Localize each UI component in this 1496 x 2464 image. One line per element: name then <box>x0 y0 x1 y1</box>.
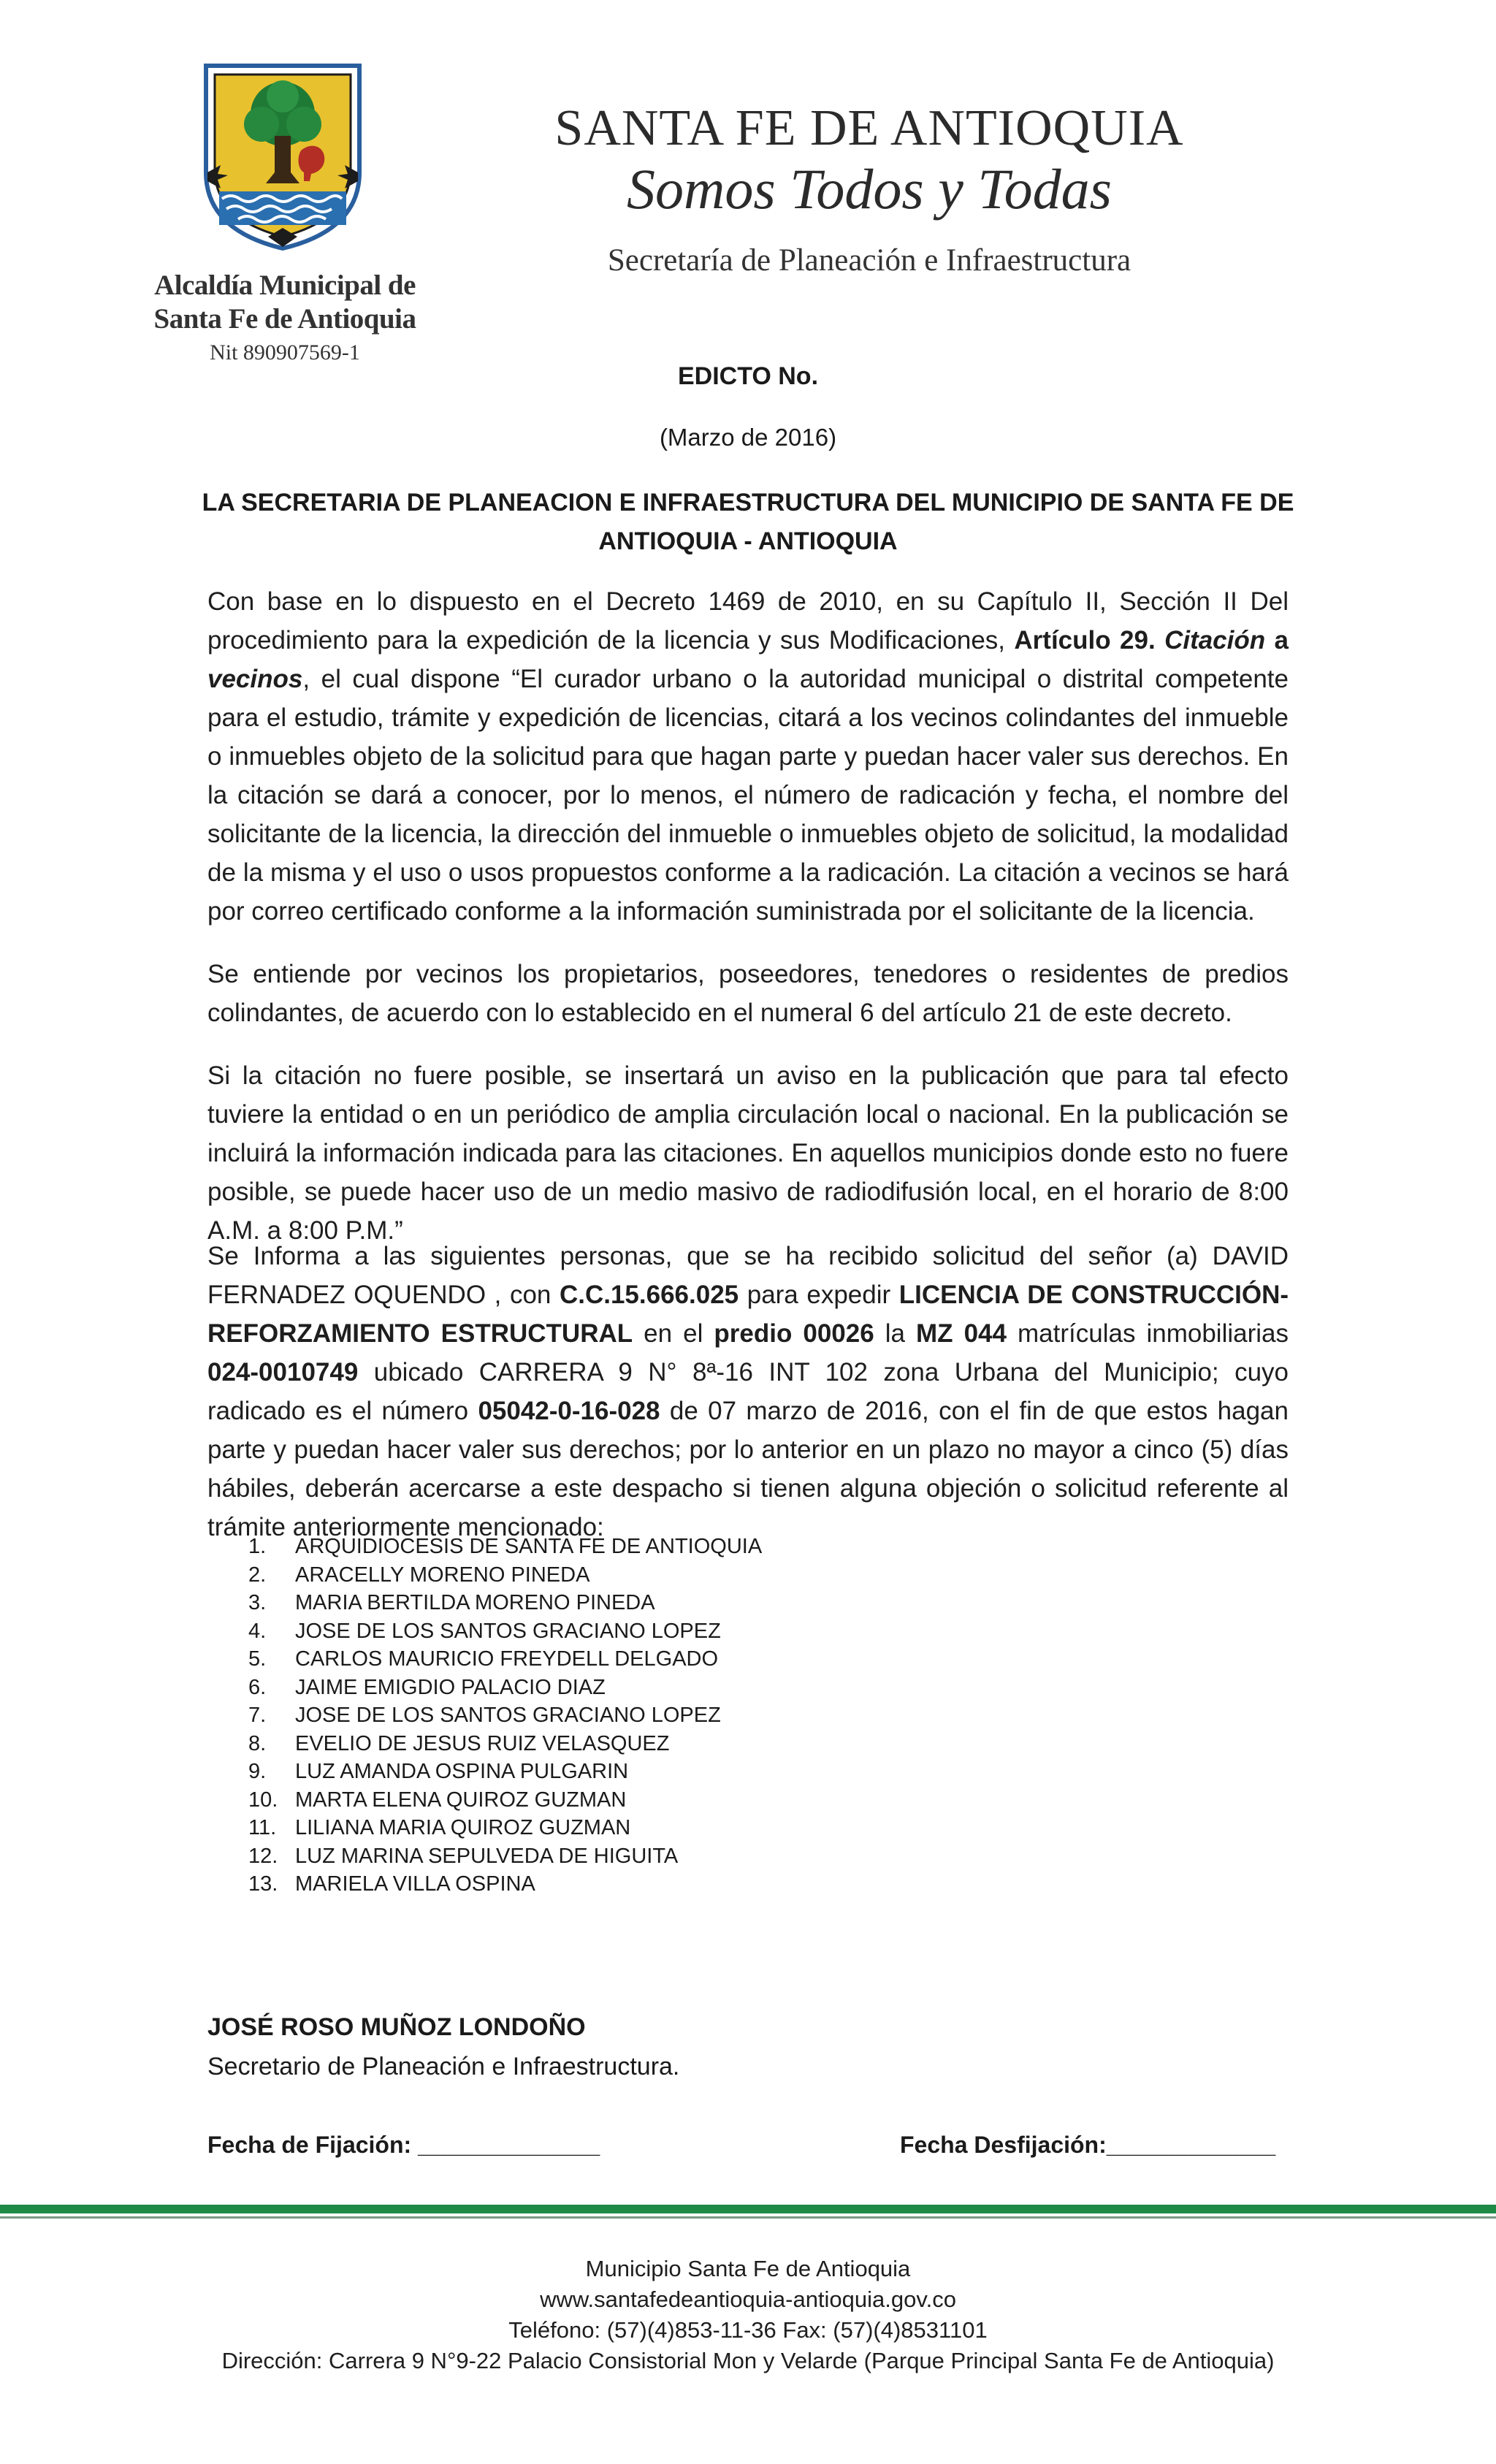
alcaldia-name-line1: Alcaldía Municipal de <box>154 270 416 301</box>
paragraph-legal-basis <box>207 582 1289 931</box>
p4-predio: predio 00026 <box>714 1319 874 1348</box>
p4-text-a: Se Informa a las siguientes personas, que se ha recibido solicitud del señor (a) DAVID FERNADEZ OQUENDO , con <box>207 1242 1289 1309</box>
p4-radicado: 05042-0-16-028 <box>478 1397 660 1425</box>
p1-article: Artículo 29. <box>1014 626 1156 655</box>
p4-matricula: 024-0010749 <box>207 1358 359 1387</box>
alcaldia-name-line2: Santa Fe de Antioquia <box>153 303 416 335</box>
list-item <box>248 1561 906 1590</box>
list-item-number: 10. <box>248 1788 278 1812</box>
fecha-desfijacion: Fecha Desfijación:_____________ <box>900 2132 1276 2158</box>
footer-website: www.santafedeantioquia-antioquia.gov.co <box>540 2286 956 2312</box>
list-item <box>248 1701 906 1730</box>
list-item-number: 13. <box>248 1872 278 1896</box>
slogan: Somos Todos y Todas <box>627 157 1112 221</box>
list-item-name: JOSE DE LOS SANTOS GRACIANO LOPEZ <box>295 1619 721 1643</box>
signer-role: Secretario de Planeación e Infraestructura. <box>207 2053 680 2080</box>
footer-address: Dirección: Carrera 9 N°9-22 Palacio Consistorial Mon y Velarde (Parque Principal Santa Fe de Antioquia) <box>221 2348 1275 2373</box>
footer-divider <box>0 2205 1496 2213</box>
p1-text-a: Con base en lo dispuesto en el Decreto 1469 de 2010, en su Capítulo II, Sección II Del procedimiento para la expedición de la licencia y sus Modificaciones, <box>207 587 1289 655</box>
list-item-name: CARLOS MAURICIO FREYDELL DELGADO <box>295 1647 719 1671</box>
list-item-number: 11. <box>248 1816 277 1839</box>
list-item <box>248 1814 906 1842</box>
list-item-name: MARTA ELENA QUIROZ GUZMAN <box>295 1788 627 1812</box>
p1-text-b: , el cual dispone “El curador urbano o la autoridad municipal o distrital competente para el estudio, trámite y expedición de licencias, citará a los vecinos colindantes del inmueble o inmuebles objeto de la solicitud para que hagan parte y puedan hacer valer sus derechos. En la citación se dará a conocer, por lo menos, el número de radicación y fecha, el nombre del solicitante de la licencia, la dirección del inmueble o inmuebles objeto de solicitud, la modalidad de la misma y el uso o usos propuestos conforme a la radicación. La citación a vecinos se hará por correo certificado conforme a la información suministrada por el solicitante de la licencia. <box>207 665 1289 926</box>
edict-date: (Marzo de 2016) <box>659 424 837 451</box>
paragraph-notice <box>207 1237 1289 1546</box>
footer-divider-thin <box>0 2216 1496 2219</box>
p1-vecinos: vecinos <box>207 665 303 693</box>
p4-cc: C.C.15.666.025 <box>559 1281 739 1309</box>
list-item-name: MARIELA VILLA OSPINA <box>295 1872 535 1896</box>
footer-municipality: Municipio Santa Fe de Antioquia <box>585 2256 911 2281</box>
edict-heading: LA SECRETARIA DE PLANEACION E INFRAESTRUCTURA DEL MUNICIPIO DE SANTA FE DE ANTIOQUIA - ANTIOQUIA <box>202 489 1294 555</box>
department-name: Secretaría de Planeación e Infraestructura <box>607 243 1131 278</box>
paragraph-neighbors-definition: Se entiende por vecinos los propietarios, poseedores, tenedores o residentes de predios colindantes, de acuerdo con lo establecido en el numeral 6 del artículo 21 de este decreto. <box>207 960 1289 1027</box>
p4-text-c: en el <box>633 1319 714 1348</box>
p4-text-d: la <box>874 1319 917 1348</box>
p4-text-e: matrículas inmobiliarias <box>1006 1319 1289 1348</box>
list-item-name: EVELIO DE JESUS RUIZ VELASQUEZ <box>295 1731 670 1755</box>
p4-licencia: LICENCIA DE CONSTRUCCIÓN-REFORZAMIENTO ESTRUCTURAL <box>207 1281 1289 1348</box>
signer-name: JOSÉ ROSO MUÑOZ LONDOÑO <box>207 2013 586 2041</box>
footer-phone: Teléfono: (57)(4)853-11-36 Fax: (57)(4)8531101 <box>508 2317 988 2343</box>
municipal-crest-logo <box>202 63 364 251</box>
list-item-number: 5. <box>248 1647 267 1671</box>
list-item <box>248 1589 906 1617</box>
list-item <box>248 1730 906 1758</box>
list-item-name: LILIANA MARIA QUIROZ GUZMAN <box>295 1816 631 1839</box>
list-item <box>248 1533 906 1561</box>
list-item-number: 1. <box>248 1535 267 1558</box>
p4-mz: MZ 044 <box>916 1319 1007 1348</box>
list-item <box>248 1786 906 1815</box>
fecha-fijacion: Fecha de Fijación: ______________ <box>207 2132 600 2158</box>
list-item <box>248 1870 906 1899</box>
city-title: SANTA FE DE ANTIOQUIA <box>554 100 1184 156</box>
list-item-number: 7. <box>248 1704 267 1727</box>
paragraph-publication: Si la citación no fuere posible, se insertará un aviso en la publicación que para tal efecto tuviere la entidad o en un periódico de amplia circulación local o nacional. En la publicación se incluirá la información indicada para las citaciones. En aquellos municipios donde esto no fuere posible, se puede hacer uso de un medio masivo de radiodifusión local, en el horario de 8:00 A.M. a 8:00 P.M.” <box>207 1061 1289 1245</box>
list-item <box>248 1645 906 1674</box>
list-item <box>248 1617 906 1646</box>
list-item-name: JAIME EMIGDIO PALACIO DIAZ <box>295 1675 606 1699</box>
list-item-number: 6. <box>248 1675 267 1699</box>
list-item-name: ARACELLY MORENO PINEDA <box>295 1563 590 1587</box>
list-item-number: 12. <box>248 1844 278 1868</box>
p4-text-f: ubicado CARRERA 9 N° 8ª-16 INT 102 zona Urbana del Municipio; cuyo radicado es el número <box>207 1358 1289 1425</box>
nit-number: Nit 890907569-1 <box>210 340 360 365</box>
list-item-name: ARQUIDIOCESIS DE SANTA FE DE ANTIOQUIA <box>295 1535 763 1558</box>
p1-a: a <box>1274 626 1289 655</box>
list-item-name: JOSE DE LOS SANTOS GRACIANO LOPEZ <box>295 1704 721 1727</box>
list-item-number: 2. <box>248 1563 267 1587</box>
list-item-number: 9. <box>248 1760 267 1783</box>
list-item-name: MARIA BERTILDA MORENO PINEDA <box>295 1591 655 1614</box>
list-item <box>248 1674 906 1702</box>
p1-citacion: Citación <box>1164 626 1266 655</box>
list-item-number: 3. <box>248 1591 267 1614</box>
p4-text-g: de 07 marzo de 2016, con el fin de que estos hagan parte y puedan hacer valer sus derechos; por lo anterior en un plazo no mayor a cinco (5) días hábiles, deberán acercarse a este despacho si tienen alguna objeción o solicitud referente al trámite anteriormente mencionado: <box>207 1397 1289 1541</box>
neighbors-list <box>248 1533 906 1899</box>
p4-text-b: para expedir <box>739 1281 899 1309</box>
list-item-number: 8. <box>248 1731 267 1755</box>
list-item <box>248 1758 906 1786</box>
list-item-name: LUZ MARINA SEPULVEDA DE HIGUITA <box>295 1844 679 1868</box>
list-item-name: LUZ AMANDA OSPINA PULGARIN <box>295 1760 629 1783</box>
edict-title: EDICTO No. <box>677 362 819 390</box>
list-item-number: 4. <box>248 1619 267 1643</box>
list-item <box>248 1842 906 1871</box>
